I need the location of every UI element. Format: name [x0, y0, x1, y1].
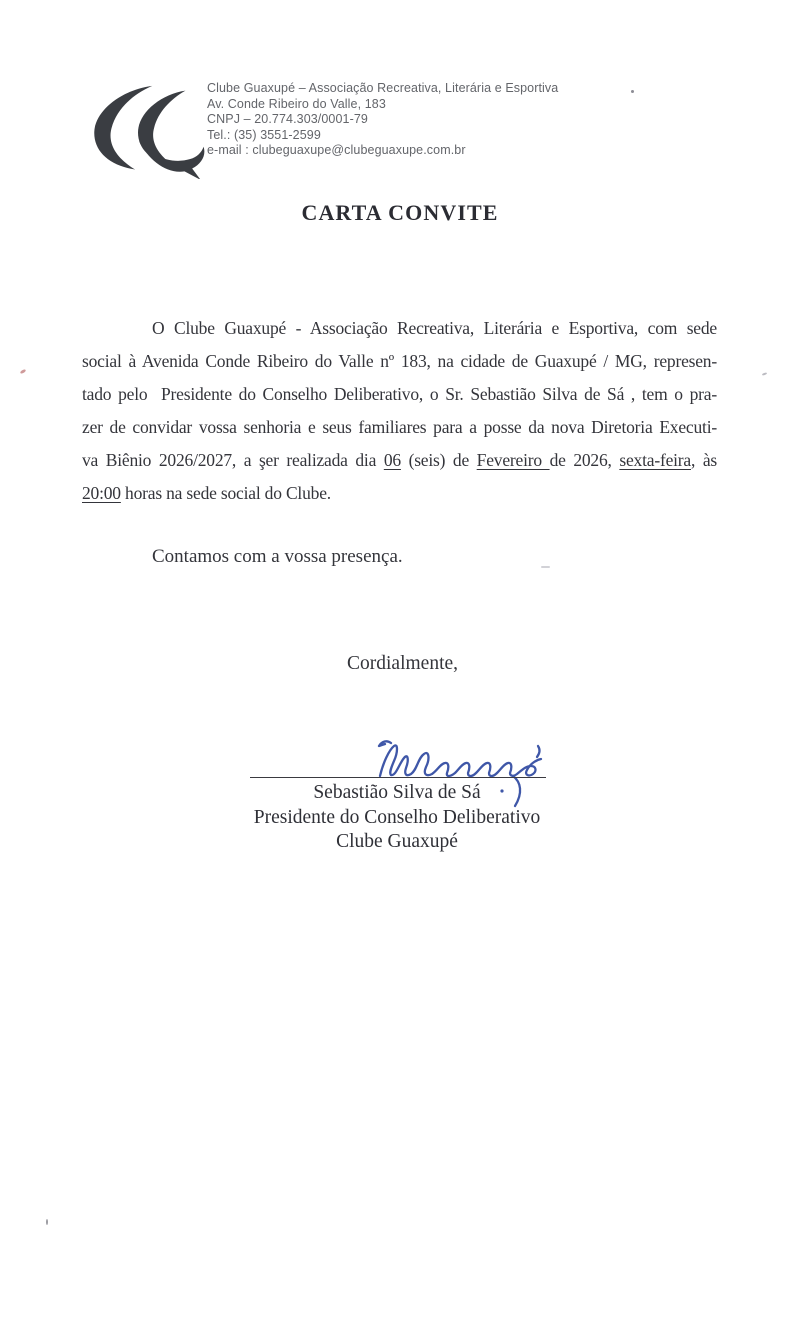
scan-speck [762, 372, 767, 376]
body-line-5 [82, 444, 717, 477]
body-line-3: tado pelo Presidente do Conselho Deliberativo, o Sr. Sebastião Silva de Sá , tem o pra- [82, 384, 717, 404]
letterhead-phone: Tel.: (35) 3551-2599 [207, 127, 321, 142]
letterhead-address: Av. Conde Ribeiro do Valle, 183 [207, 96, 386, 111]
signatory-org: Clube Guaxupé [336, 831, 458, 852]
letter-title: CARTA CONVITE [301, 200, 499, 225]
scan-speck [20, 369, 27, 375]
body-line-5-text: (seis) de [400, 450, 477, 470]
letterhead-cnpj: CNPJ – 20.774.303/0001-79 [207, 112, 368, 127]
signatory-role: Presidente do Conselho Deliberativo [253, 806, 541, 828]
underlined-time: 20:00 [82, 483, 121, 503]
signature-apostrophe [537, 746, 539, 757]
letterhead-email: e-mail : clubeguaxupe@clubeguaxupe.com.br [207, 143, 466, 158]
body-line-4: zer de convidar vossa senhoria e seus familiares para a posse da nova Diretoria Executi- [82, 417, 717, 437]
body-line-1: O Clube Guaxupé - Associação Recreativa, Literária e Esportiva, com sede [152, 318, 717, 338]
clube-guaxupe-logo [85, 84, 210, 179]
salutation-line: Cordialmente, [347, 653, 459, 674]
underlined-weekday: sexta-feira [619, 450, 691, 470]
body-line-6-text: horas na sede social do Clube. [120, 483, 331, 503]
body-line-2: social à Avenida Conde Ribeiro do Valle nº 183, na cidade de Guaxupé / MG, represen- [82, 351, 717, 371]
signatory-name: Sebastião Silva de Sá [313, 782, 481, 803]
body-line-5-text: de 2026, [549, 450, 620, 470]
signature-accent-tick [379, 741, 391, 746]
body-paragraph [82, 312, 717, 510]
signatory-block [197, 781, 597, 855]
body-line-6 [82, 477, 717, 510]
underlined-month: Fevereiro [476, 450, 550, 470]
scan-speck [541, 566, 550, 568]
body-line-5-text: va Biênio 2026/2027, a şer realizada dia [82, 450, 384, 470]
scan-speck [631, 90, 634, 93]
letterhead-org: Clube Guaxupé – Associação Recreativa, Literária e Esportiva [207, 81, 559, 95]
signature-rule [250, 777, 546, 778]
signature-scrawl [380, 745, 541, 776]
underlined-day: 06 [383, 450, 401, 470]
letterhead [207, 81, 558, 159]
logo-swoosh-right [138, 91, 186, 165]
body-line-5-text: , às [691, 450, 717, 470]
presence-line: Contamos com a vossa presença. [152, 546, 403, 567]
scan-speck [46, 1219, 48, 1225]
